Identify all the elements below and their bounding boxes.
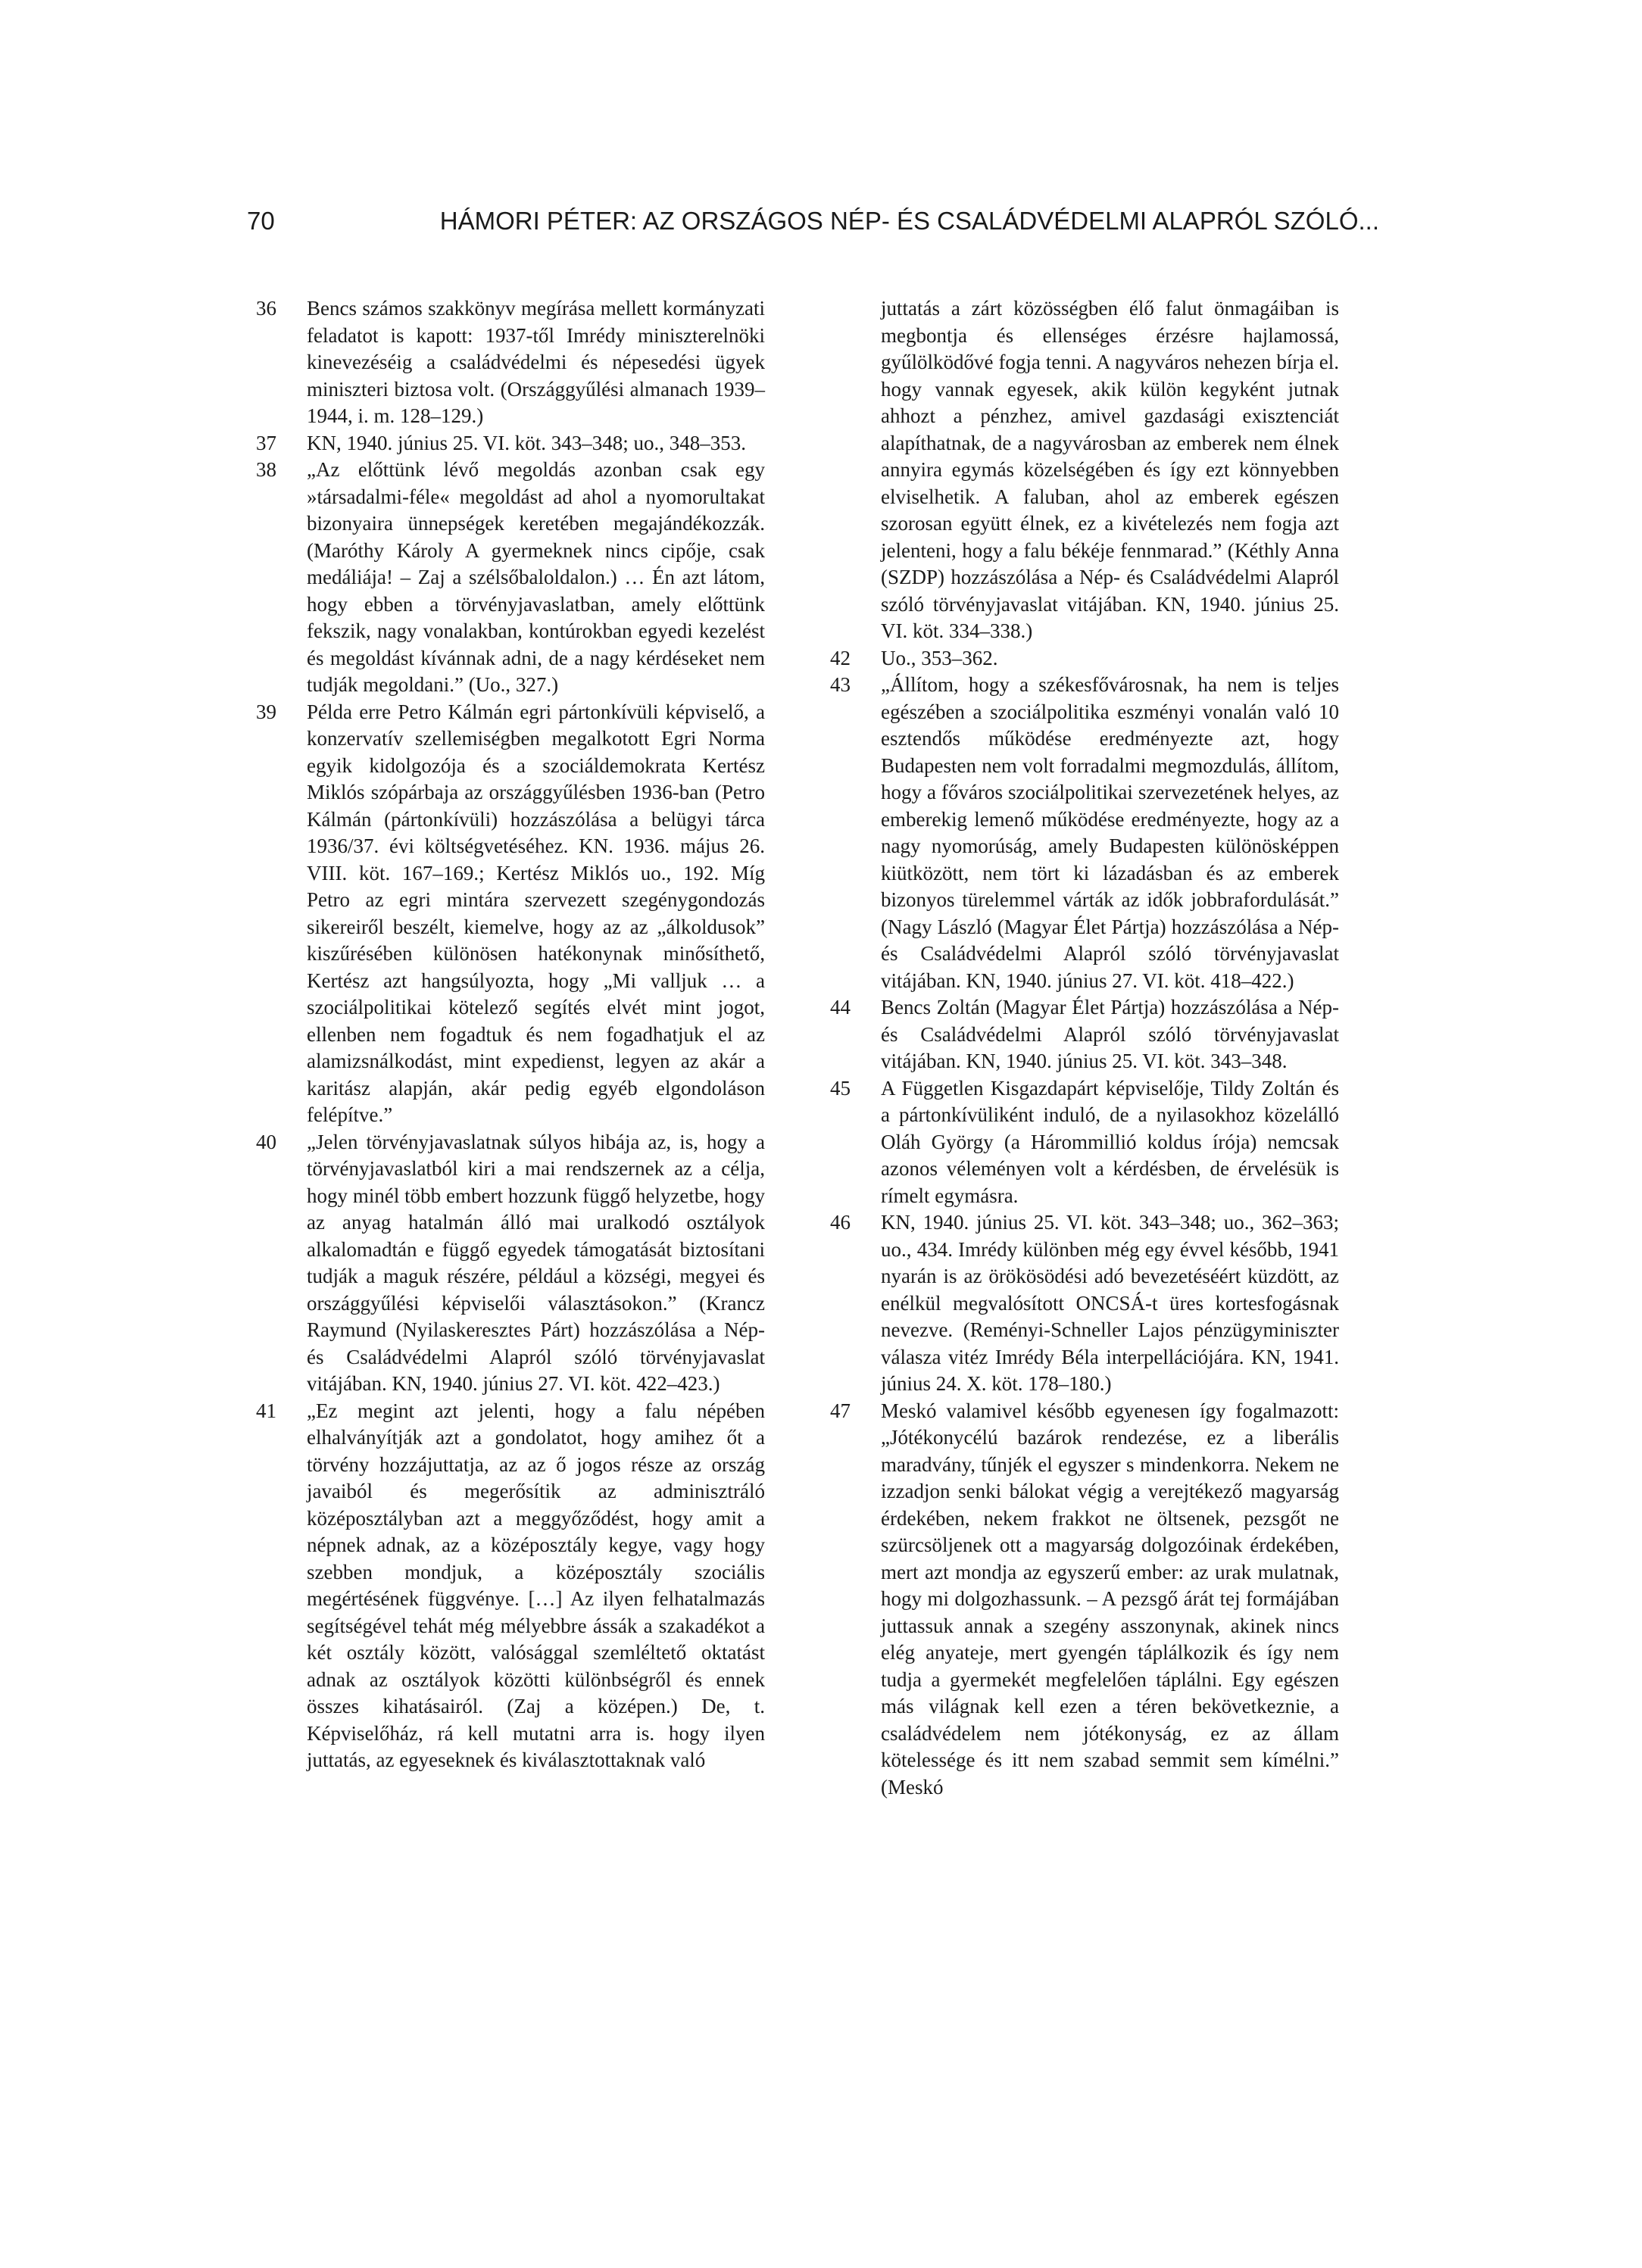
footnotes-right-column — [830, 295, 1339, 1801]
footnote-number: 37 — [256, 431, 276, 454]
running-title: HÁMORI PÉTER: AZ ORSZÁGOS NÉP- ÉS CSALÁDVÉDELMI ALAPRÓL SZÓLÓ... — [439, 207, 1379, 235]
footnote-36 — [256, 295, 765, 430]
footnote-number: 44 — [830, 996, 851, 1019]
footnote-text: Uo., 353–362. — [881, 646, 998, 669]
footnote-40 — [256, 1129, 765, 1398]
footnote-46 — [830, 1209, 1339, 1398]
footnote-number: 41 — [256, 1399, 276, 1422]
footnote-39 — [256, 699, 765, 1129]
footnote-41-continuation: juttatás a zárt közösségben élő falut önmagáiban is megbontja és ellenséges érzésre hajlamossá, gyűlölködővé fogja tenni. A nagyváros nehezen bírja el. hogy vannak egyesek, akik külön kegyként jutnak ahhozt a pénzhez, amivel gazdasági exisztenciát alapíthatnak, de a nagyvárosban az emberek nem élnek annyira egymás közelségében és így ezt könnyebben elviselhetik. A faluban, ahol az emberek egészen szorosan együtt élnek, ez a kivételezés nem fogja azt jelenteni, hogy a falu békéje fennmarad.” (Kéthly Anna (SZDP) hozzászólása a Nép- és Családvédelmi Alapról szóló törvényjavaslat vitájában. KN, 1940. június 25. VI. köt. 334–338.) — [881, 297, 1339, 642]
footnote-text: KN, 1940. június 25. VI. köt. 343–348; uo., 362–363; uo., 434. Imrédy különben még egy évvel később, 1941 nyarán is az örökösödési adó bevezetéséért küzdött, az enélkül megvalósított ONCSÁ-t üres kortesfogásnak nevezve. (Reményi-Schneller Lajos pénzügyminiszter válasza vitéz Imrédy Béla interpellációjára. KN, 1941. június 24. X. köt. 178–180.) — [881, 1211, 1339, 1395]
page-header — [247, 206, 1379, 236]
footnote-number: 43 — [830, 673, 851, 696]
footnote-47 — [830, 1398, 1339, 1802]
footnote-text: Bencs Zoltán (Magyar Élet Pártja) hozzászólása a Nép- és Családvédelmi Alapról szóló törvényjavaslat vitájában. KN, 1940. június 25. VI. köt. 343–348. — [881, 996, 1339, 1072]
footnote-number: 47 — [830, 1399, 851, 1422]
footnote-45 — [830, 1075, 1339, 1210]
page-number: 70 — [247, 207, 275, 235]
footnote-number: 45 — [830, 1076, 851, 1100]
footnote-43 — [830, 672, 1339, 994]
footnote-text: „Állítom, hogy a székesfővárosnak, ha nem is teljes egészében a szociálpolitika eszményi vonalán való 10 esztendős működése eredményezte azt, hogy Budapesten nem volt forradalmi megmozdulás, állítom, hogy a főváros szociálpolitikai szervezetének helyes, az emberekig lemenő működése eredményezte, hogy az a nagy nyomorúság, amely Budapesten különösképpen kiütközött, nem tört ki lázadásban és az emberek bizonyos türelemmel várták az idők jobbrafordulását.” (Nagy László (Magyar Élet Pártja) hozzászólása a Nép- és Családvédelmi Alapról szóló törvényjavaslat vitájában. KN, 1940. június 27. VI. köt. 418–422.) — [881, 673, 1339, 992]
footnote-41 — [256, 1398, 765, 1774]
footnote-44 — [830, 994, 1339, 1075]
footnote-38 — [256, 457, 765, 699]
footnote-number: 46 — [830, 1211, 851, 1234]
footnotes-left-column — [256, 295, 765, 1774]
footnote-text: KN, 1940. június 25. VI. köt. 343–348; uo., 348–353. — [307, 431, 747, 454]
footnote-text: Meskó valamivel később egyenesen így fogalmazott: „Jótékonycélú bazárok rendezése, ez a liberális maradvány, tűnjék el egyszer s mindenkorra. Nekem ne izzadjon senki bálokat végig a verejtékező magyarság érdekében, nekem frakkot ne öltsenek, pezsgőt ne szürcsöljenek ott a magyarság dolgozóinak érdekében, mert azt mondja az egyszerű ember: az urak mulatnak, hogy mi dolgozhassunk. – A pezsgő árát tej formájában juttassuk annak a szegény asszonynak, akinek nincs elég anyateje, mert gyengén táplálkozik és így nem tudja a gyermekét megfelelően táplálni. Egy egészen más világnak kell ezen a téren bekövetkeznie, a családvédelem nem jótékonyság, ez az állam kötelessége és itt nem szabad semmit sem kímélni.” (Meskó — [881, 1399, 1339, 1798]
footnote-number: 38 — [256, 458, 276, 481]
footnote-42 — [830, 645, 1339, 672]
footnote-number: 42 — [830, 646, 851, 669]
footnote-text: „Jelen törvényjavaslatnak súlyos hibája az, is, hogy a törvényjavaslatból kiri a mai rendszernek az a célja, hogy minél több embert hozzunk függő helyzetbe, hogy az anyag hatalmán álló mai uralkodó osztályok alkalomadtán e függő egyedek támogatását biztosítani tudják a maguk részére, például a községi, megyei és országgyűlési képviselői választásokon.” (Krancz Raymund (Nyilaskeresztes Párt) hozzászólása a Nép- és Családvédelmi Alapról szóló törvényjavaslat vitájában. KN, 1940. június 27. VI. köt. 422–423.) — [307, 1130, 765, 1395]
footnote-number: 36 — [256, 297, 276, 320]
footnote-number: 39 — [256, 700, 276, 723]
footnote-text: „Ez megint azt jelenti, hogy a falu népében elhalványítják azt a gondolatot, hogy amihez őt a törvény hozzájuttatja, az az ő jogos része az ország javaiból és megerősítik az adminisztráló középosztályban azt a meggyőződést, hogy amit a népnek adnak, az a középosztály kegye, vagy hogy szebben mondjuk, a középosztály szociális megértésének függvénye. […] Az ilyen felhatalmazás segítségével tehát még mélyebbre ássák a szakadékot a két osztály között, valósággal szemléltető oktatást adnak az osztályok közötti különbségről és ennek összes kihatásairól. (Zaj a középen.) De, t. Képviselőház, rá kell mutatni arra is. hogy ilyen juttatás, az egyeseknek és kiválasztottaknak való — [307, 1399, 765, 1771]
footnote-37 — [256, 430, 765, 457]
footnote-text: Bencs számos szakkönyv megírása mellett kormányzati feladatot is kapott: 1937-től Imrédy miniszterelnöki kinevezéséig a családvédelmi és népesedési ügyek miniszteri biztosa volt. (Országgyűlési almanach 1939–1944, i. m. 128–129.) — [307, 297, 765, 427]
footnote-text: Példa erre Petro Kálmán egri pártonkívüli képviselő, a konzervatív szellemiségben megalkotott Egri Norma egyik kidolgozója és a szociáldemokrata Kertész Miklós szópárbaja az országgyűlésben 1936-ban (Petro Kálmán (pártonkívüli) hozzászólása a belügyi tárca 1936/37. évi költségvetéséhez. KN. 1936. május 26. VIII. köt. 167–169.; Kertész Miklós uo., 192. Míg Petro az egri mintára szervezett szegénygondozás sikereiről beszélt, kiemelve, hogy az az „álkoldusok” kiszűrésében különösen hatékonynak minősíthető, Kertész azt hangsúlyozta, hogy „Mi valljuk … a szociálpolitikai kötelező segítés elvét mint jogot, ellenben nem fogadtuk és nem fogadhatjuk el az alamizsnálkodást, mint expedienst, legyen az akár a karitász alapján, akár pedig egyéb elgondoláson felépítve.” — [307, 700, 765, 1126]
footnote-number: 40 — [256, 1130, 276, 1153]
footnote-text: A Független Kisgazdapárt képviselője, Tildy Zoltán és a pártonkívüliként induló, de a nyilasokhoz közelálló Oláh György (a Hárommillió koldus írója) nemcsak azonos véleményen volt a kérdésben, de érvelésük is rímelt egymásra. — [881, 1076, 1339, 1207]
footnote-text: „Az előttünk lévő megoldás azonban csak egy »társadalmi-féle« megoldást ad ahol a nyomorultakat bizonyaira ünnepségek keretében megajándékozzák. (Maróthy Károly A gyermeknek nincs cipője, csak medáliája! – Zaj a szélsőbaloldalon.) … Én azt látom, hogy ebben a törvényjavaslatban, amely előttünk fekszik, nagy vonalakban, kontúrokban egyedi kezelést és megoldást kívánnak adni, de a nagy kérdéseket nem tudják megoldani.” (Uo., 327.) — [307, 458, 765, 696]
